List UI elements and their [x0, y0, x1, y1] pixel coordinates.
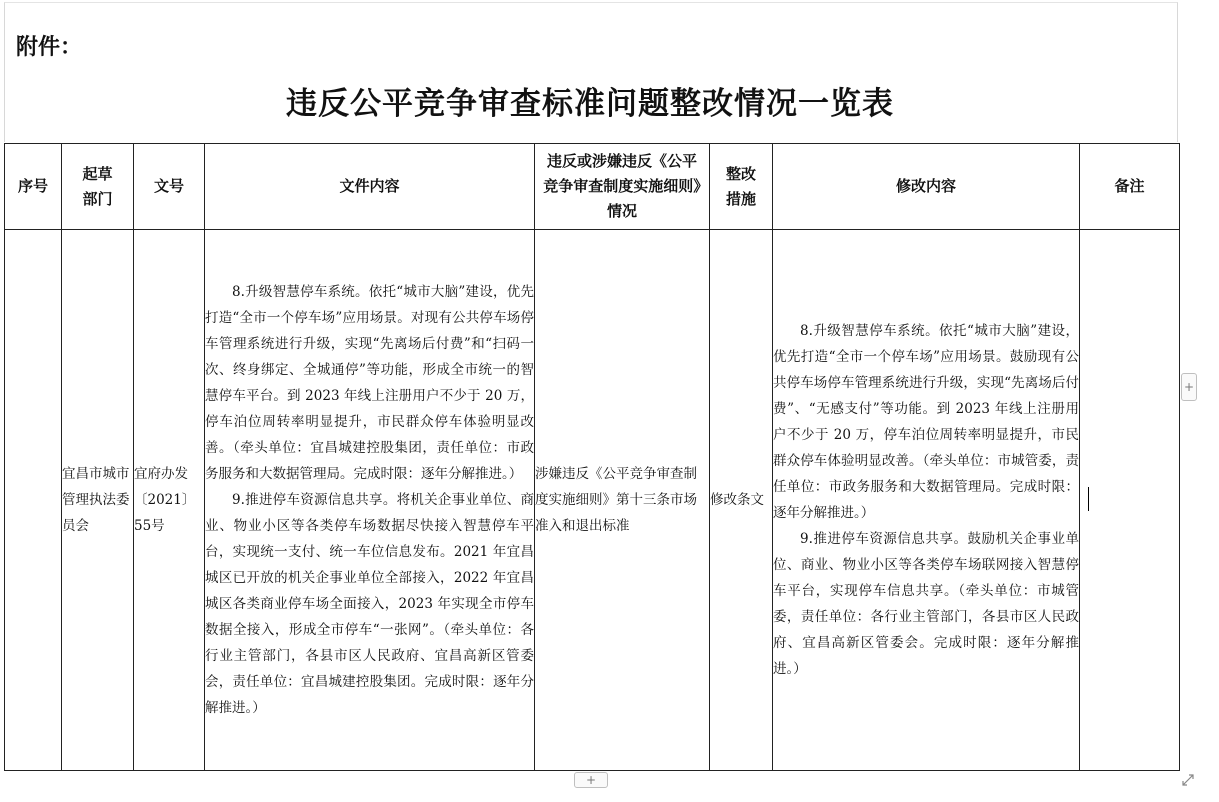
cell-doc-no[interactable] [134, 230, 205, 771]
header-revised[interactable]: 修改内容 [773, 144, 1080, 230]
table-resize-icon[interactable] [1180, 772, 1196, 788]
rectification-table [4, 143, 1180, 771]
header-content[interactable]: 文件内容 [205, 144, 535, 230]
revised-paragraph-9: 9.推进停车资源信息共享。鼓励机关企事业单位、商业、物业小区等各类停车场联网接入智慧停车平台，实现停车信息共享。（牵头单位：市城管委，责任单位：各行业主管部门，各县市区人民政府、宜昌高新区管委会。完成时限：逐年分解推进。） [773, 531, 1079, 677]
header-measure[interactable]: 整改措施 [710, 144, 773, 230]
header-seq[interactable]: 序号 [5, 144, 62, 230]
table-row [5, 230, 1180, 771]
cell-content[interactable] [205, 230, 535, 771]
revised-paragraph-8: 8.升级智慧停车系统。依托“城市大脑”建设，优先打造“全市一个停车场”应用场景。鼓励现有公共停车场停车管理系统进行升级，实现“先离场后付费”、“无感支付”等功能。到 2023 年线上注册用户不少于 20 万，停车泊位周转率明显提升，市民群众停车体验明显改善。（牵头单位：市城管委，责任单位：市政务服务和大数据管理局。完成时限：逐年分解推进。） [773, 323, 1079, 521]
attachment-label: 附件： [16, 35, 83, 60]
dept-text: 宜昌市城市管理执法委员会 [62, 466, 130, 534]
add-row-handle[interactable]: + [574, 772, 608, 788]
header-violation[interactable]: 违反或涉嫌违反《公平竞争审查制度实施细则》情况 [535, 144, 710, 230]
violation-text: 涉嫌违反《公平竞争审查制度实施细则》第十三条市场准入和退出标准 [535, 466, 697, 534]
measure-text: 修改条文 [710, 492, 764, 508]
cell-violation[interactable] [535, 230, 710, 771]
header-doc-no[interactable]: 文号 [134, 144, 205, 230]
add-column-handle[interactable]: + [1181, 373, 1197, 401]
header-remark[interactable]: 备注 [1080, 144, 1180, 230]
cell-dept[interactable] [62, 230, 134, 771]
header-dept[interactable]: 起草部门 [62, 144, 134, 230]
document-title: 违反公平竞争审查标准问题整改情况一览表 [286, 86, 894, 122]
table-header-row [5, 144, 1180, 230]
cell-remark[interactable] [1080, 230, 1180, 771]
content-paragraph-8: 8.升级智慧停车系统。依托“城市大脑”建设，优先打造“全市一个停车场”应用场景。对现有公共停车场停车管理系统进行升级，实现“先离场后付费”和“扫码一次、终身绑定、全城通停”等功能，形成全市统一的智慧停车平台。到 2023 年线上注册用户不少于 20 万，停车泊位周转率明显提升，市民群众停车体验明显改善。（牵头单位：宜昌城建控股集团，责任单位：市政务服务和大数据管理局。完成时限：逐年分解推进。） [205, 284, 534, 482]
text-cursor [1088, 487, 1089, 511]
cell-measure[interactable] [710, 230, 773, 771]
cell-revised[interactable] [773, 230, 1080, 771]
content-paragraph-9: 9.推进停车资源信息共享。将机关企事业单位、商业、物业小区等各类停车场数据尽快接入智慧停车平台，实现统一支付、统一车位信息发布。2021 年宜昌城区已开放的机关企事业单位全部接入，2022 年宜昌城区各类商业停车场全面接入，2023 年实现全市停车数据全接入，形成全市停车“一张网”。（牵头单位：各行业主管部门，各县市区人民政府、宜昌高新区管委会，责任单位：宜昌城建控股集团。完成时限：逐年分解推进。） [205, 492, 534, 716]
doc-no-text: 宜府办发〔2021〕55号 [134, 466, 196, 534]
cell-seq[interactable] [5, 230, 62, 771]
